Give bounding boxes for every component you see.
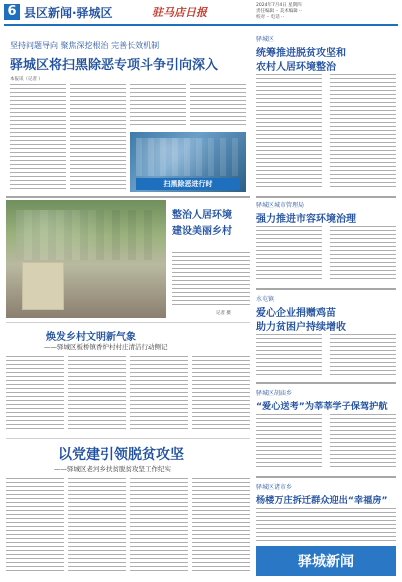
footer-banner: [256, 546, 396, 576]
right-mid2-headline-1: 爱心企业捐赠鸡苗: [256, 308, 336, 319]
bottom-story-text-col-1: [6, 478, 64, 574]
right-bottom-label: 驿城区诸市乡: [256, 484, 293, 491]
divider: [256, 382, 396, 384]
divider: [256, 476, 396, 478]
right-mid-story: [256, 200, 396, 286]
feature-photo: [6, 200, 166, 318]
right-top-text-col-2: [330, 74, 396, 190]
lead-text-col-1: [10, 84, 66, 192]
header-meta: [256, 3, 396, 21]
bottom-story-text-col-2: [68, 478, 126, 574]
bottom-story-text-col-4: [192, 478, 250, 574]
right-top-headline-1: 统筹推进脱贫攻坚和: [256, 48, 346, 59]
right-bottom-text: [256, 508, 396, 544]
divider: [256, 196, 396, 198]
mid-story-text-col-3: [130, 356, 188, 430]
section-title: 县区新闻·驿城区: [24, 6, 113, 20]
feature-photo-title-2: 建设美丽乡村: [172, 226, 232, 237]
lead-photo: [130, 132, 246, 192]
feature-photo-block: [6, 200, 250, 318]
right-mid2-headline-2: 助力贫困户持续增收: [256, 322, 346, 333]
photo-texture: [136, 138, 240, 176]
meta-line: 2024年7月4日 星期四: [256, 3, 302, 8]
right-low-label: 驿城区胡庙乡: [256, 390, 293, 397]
divider: [6, 322, 250, 323]
mid-story: [6, 326, 250, 434]
right-mid-text-col-1: [256, 226, 322, 282]
right-mid2-text-col-1: [256, 334, 322, 378]
feature-photo-title-1: 整治人居环境: [172, 210, 232, 221]
mid-story-text-col-1: [6, 356, 64, 430]
footer-banner-text: 驿城新闻: [298, 554, 354, 570]
lead-headline: 驿城区将扫黑除恶专项斗争引向深入: [10, 58, 219, 73]
bottom-story-headline: 以党建引领脱贫攻坚: [58, 447, 184, 463]
right-low-text-col-1: [256, 414, 322, 468]
right-bottom-story: [256, 482, 396, 546]
bottom-story: [6, 442, 250, 578]
right-low-headline: “爱心送考”为莘莘学子保驾护航: [256, 401, 388, 412]
lead-kicker: 坚持问题导向 聚焦深挖根治 完善长效机制: [10, 41, 160, 50]
wall-sign: [22, 262, 64, 310]
right-mid-label: 驿城区城市管理局: [256, 202, 305, 209]
mid-story-headline: 焕发乡村文明新气象: [46, 332, 136, 343]
bottom-story-subhead: ——驿城区老河乡扶贫脱贫攻坚工作纪实: [54, 465, 171, 473]
lead-story: [6, 34, 250, 194]
right-top-text-col-1: [256, 74, 322, 190]
mid-story-text-col-2: [68, 356, 126, 430]
feature-photo-title: [172, 206, 250, 246]
mid-story-text-col-4: [192, 356, 250, 430]
meta-line: 校对 ·· 电话 ··: [256, 15, 285, 20]
divider: [6, 196, 250, 198]
right-top-headline-2: 农村人居环境整治: [256, 62, 336, 73]
divider: [256, 288, 396, 290]
right-mid2-text-col-2: [330, 334, 396, 378]
paper-name: 驻马店日报: [152, 6, 207, 19]
lead-text-col-4: [190, 84, 246, 128]
right-bottom-headline: 杨楼万庄拆迁群众迎出“幸福房”: [256, 495, 388, 506]
photo-caption: 扫黑除恶进行时: [136, 178, 240, 190]
lead-byline: 本报讯（记者 ）: [10, 77, 43, 82]
lead-text-col-2: [70, 84, 126, 192]
right-low-story: [256, 388, 396, 472]
feature-photo-text: [172, 252, 250, 308]
meta-line: 责任编辑 ·· 美术编辑 ··: [256, 9, 303, 14]
mid-story-subhead: ——驿城区板桥镇香炉村村庄清洁行动侧记: [44, 343, 168, 351]
feature-photo-author: 记者 摄: [216, 311, 231, 316]
right-low-text-col-2: [330, 414, 396, 468]
divider: [6, 438, 250, 439]
lead-text-col-3: [130, 84, 186, 128]
right-mid2-label: 水屯镇: [256, 296, 275, 303]
photo-texture: [16, 210, 156, 260]
right-mid-headline: 强力推进市容环境治理: [256, 214, 356, 225]
page-header: [0, 0, 402, 30]
header-rule: [4, 24, 398, 26]
right-mid-text-col-2: [330, 226, 396, 282]
right-top-story: [256, 34, 396, 194]
right-top-label: 驿城区: [256, 36, 275, 43]
bottom-story-text-col-3: [130, 478, 188, 574]
right-mid2-story: [256, 294, 396, 380]
page-number: 6: [4, 4, 20, 20]
